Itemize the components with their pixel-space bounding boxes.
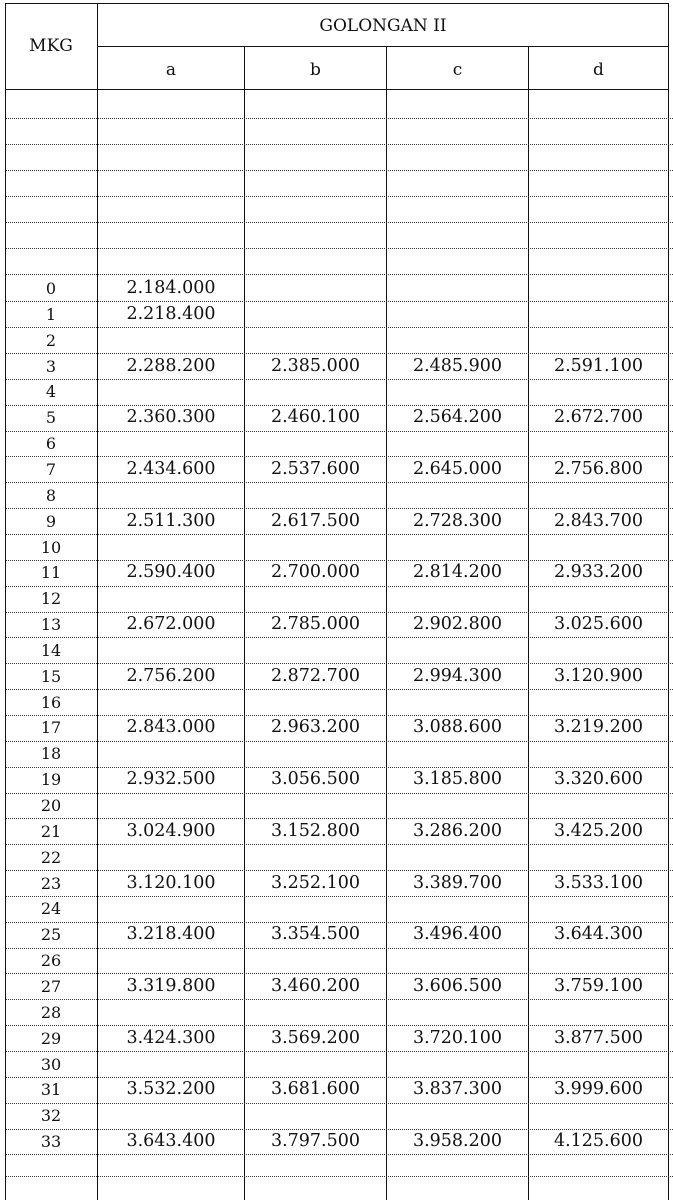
salary-cell-d: 3.219.200 xyxy=(553,717,644,738)
row-rule xyxy=(6,1129,673,1130)
row-rule xyxy=(6,663,673,664)
salary-cell-c: 3.088.600 xyxy=(412,717,503,738)
table-border-top xyxy=(5,3,669,4)
row-rule xyxy=(6,1025,673,1026)
mkg-cell: 4 xyxy=(45,382,57,402)
row-rule xyxy=(6,222,673,223)
header-col-a: a xyxy=(165,60,177,80)
salary-cell-b: 2.537.600 xyxy=(270,458,361,479)
mkg-cell: 24 xyxy=(40,899,62,919)
row-rule xyxy=(6,301,673,302)
mkg-cell: 3 xyxy=(45,356,57,376)
salary-cell-a: 2.672.000 xyxy=(126,614,216,635)
salary-cell-c: 3.389.700 xyxy=(412,872,503,893)
mkg-cell: 23 xyxy=(40,873,62,893)
salary-cell-b: 2.785.000 xyxy=(270,614,361,635)
mkg-cell: 14 xyxy=(40,640,62,660)
header-col-d: d xyxy=(593,60,604,80)
salary-cell-a: 2.434.600 xyxy=(126,458,216,479)
header-col-c: c xyxy=(452,60,463,80)
mkg-cell: 16 xyxy=(40,692,62,712)
salary-cell-d: 3.759.100 xyxy=(553,975,644,996)
salary-cell-b: 2.963.200 xyxy=(270,717,361,738)
row-rule xyxy=(6,248,673,249)
mkg-cell: 20 xyxy=(40,796,62,815)
salary-cell-a: 2.590.400 xyxy=(126,562,216,583)
salary-cell-a: 2.843.000 xyxy=(126,717,216,738)
salary-cell-d: 3.120.900 xyxy=(553,665,644,686)
mkg-cell: 10 xyxy=(40,537,62,557)
row-rule xyxy=(6,1154,673,1155)
row-rule xyxy=(6,896,673,897)
salary-cell-a: 3.643.400 xyxy=(126,1131,216,1152)
salary-cell-b: 3.152.800 xyxy=(270,820,361,841)
salary-cell-b: 3.056.500 xyxy=(270,769,361,790)
mkg-cell: 19 xyxy=(40,770,62,790)
mkg-cell: 28 xyxy=(40,1002,62,1022)
row-rule xyxy=(6,118,673,119)
salary-cell-b: 3.681.600 xyxy=(270,1079,361,1100)
header-bottom-rule xyxy=(5,89,669,90)
salary-cell-b: 2.700.000 xyxy=(270,562,361,583)
salary-cell-b: 2.460.100 xyxy=(270,407,361,428)
mkg-cell: 2 xyxy=(45,330,57,350)
mkg-cell: 7 xyxy=(45,459,57,479)
salary-cell-d: 2.591.100 xyxy=(553,355,644,376)
header-golongan: GOLONGAN II xyxy=(319,16,447,36)
row-rule xyxy=(6,379,673,380)
salary-cell-b: 3.460.200 xyxy=(270,975,361,996)
salary-cell-c: 3.958.200 xyxy=(412,1131,503,1152)
salary-cell-a: 3.218.400 xyxy=(126,924,216,945)
row-rule xyxy=(6,327,673,328)
row-rule xyxy=(6,534,673,535)
row-rule xyxy=(6,274,673,275)
row-rule xyxy=(6,1103,673,1104)
salary-cell-b: 3.797.500 xyxy=(270,1131,361,1152)
row-rule xyxy=(6,456,673,457)
row-rule xyxy=(6,170,673,171)
row-rule xyxy=(6,948,673,949)
mkg-cell: 22 xyxy=(40,847,62,867)
salary-cell-d: 2.672.700 xyxy=(553,407,644,428)
row-rule xyxy=(6,818,673,819)
salary-cell-c: 3.185.800 xyxy=(412,769,503,790)
salary-cell-b: 3.354.500 xyxy=(270,924,361,945)
salary-cell-c: 2.728.300 xyxy=(412,510,503,531)
salary-cell-c: 3.606.500 xyxy=(412,975,503,996)
mkg-cell: 26 xyxy=(40,951,62,971)
salary-cell-a: 3.319.800 xyxy=(126,975,216,996)
row-rule xyxy=(6,144,673,145)
salary-cell-a: 3.532.200 xyxy=(126,1079,216,1100)
salary-cell-c: 2.902.800 xyxy=(412,614,503,635)
salary-cell-a: 2.184.000 xyxy=(126,278,216,298)
mkg-cell: 8 xyxy=(45,485,57,505)
salary-cell-b: 3.252.100 xyxy=(270,872,361,893)
mkg-cell: 32 xyxy=(40,1106,62,1126)
salary-cell-a: 3.424.300 xyxy=(126,1027,216,1048)
salary-cell-d: 3.644.300 xyxy=(553,924,644,945)
mkg-cell: 13 xyxy=(40,615,62,635)
salary-cell-d: 3.425.200 xyxy=(553,820,644,841)
salary-cell-a: 2.932.500 xyxy=(126,769,216,790)
table-border-right xyxy=(668,3,669,1200)
row-rule xyxy=(6,844,673,845)
mkg-cell: 15 xyxy=(40,666,62,686)
mkg-cell: 5 xyxy=(45,408,57,428)
salary-cell-d: 3.999.600 xyxy=(553,1079,644,1100)
row-rule xyxy=(6,482,673,483)
mkg-cell: 1 xyxy=(45,304,57,324)
mkg-cell: 29 xyxy=(40,1028,62,1048)
column-divider-mkg xyxy=(97,3,98,1200)
header-col-b: b xyxy=(310,60,321,80)
salary-cell-d: 4.125.600 xyxy=(553,1131,644,1152)
mkg-cell: 9 xyxy=(45,511,57,531)
header-divider xyxy=(97,46,669,47)
salary-cell-d: 3.025.600 xyxy=(553,614,644,635)
salary-cell-a: 2.218.400 xyxy=(126,303,216,324)
mkg-cell: 31 xyxy=(40,1080,62,1100)
mkg-cell: 11 xyxy=(40,563,62,583)
header-mkg: MKG xyxy=(29,36,73,56)
row-rule xyxy=(6,353,673,354)
salary-cell-b: 2.872.700 xyxy=(270,665,361,686)
salary-cell-c: 3.837.300 xyxy=(412,1079,503,1100)
row-rule xyxy=(6,405,673,406)
mkg-cell: 21 xyxy=(40,821,62,841)
salary-cell-c: 2.994.300 xyxy=(412,665,503,686)
mkg-cell: 17 xyxy=(40,718,62,738)
mkg-cell: 0 xyxy=(45,279,57,298)
salary-cell-a: 3.120.100 xyxy=(126,872,216,893)
mkg-cell: 6 xyxy=(45,434,57,454)
salary-cell-d: 3.533.100 xyxy=(553,872,644,893)
mkg-cell: 33 xyxy=(40,1132,62,1152)
row-rule xyxy=(6,586,673,587)
salary-cell-d: 3.320.600 xyxy=(553,769,644,790)
mkg-cell: 18 xyxy=(40,744,62,764)
row-rule xyxy=(6,431,673,432)
salary-cell-c: 3.286.200 xyxy=(412,820,503,841)
row-rule xyxy=(6,715,673,716)
mkg-cell: 25 xyxy=(40,925,62,945)
salary-cell-a: 2.288.200 xyxy=(126,355,216,376)
row-rule xyxy=(6,999,673,1000)
row-rule xyxy=(6,637,673,638)
row-rule xyxy=(6,741,673,742)
salary-cell-c: 3.496.400 xyxy=(412,924,503,945)
salary-cell-b: 2.617.500 xyxy=(270,510,361,531)
row-rule xyxy=(6,767,673,768)
salary-cell-c: 2.485.900 xyxy=(412,355,503,376)
row-rule xyxy=(6,1077,673,1078)
row-rule xyxy=(6,196,673,197)
salary-cell-a: 2.360.300 xyxy=(126,407,216,428)
mkg-cell: 12 xyxy=(40,589,62,609)
salary-cell-a: 3.024.900 xyxy=(126,820,216,841)
salary-cell-b: 2.385.000 xyxy=(270,355,361,376)
salary-cell-d: 2.933.200 xyxy=(553,562,644,583)
salary-cell-c: 2.814.200 xyxy=(412,562,503,583)
row-rule xyxy=(6,793,673,794)
salary-cell-c: 3.720.100 xyxy=(412,1027,503,1048)
row-rule xyxy=(6,973,673,974)
salary-cell-a: 2.756.200 xyxy=(126,665,216,686)
row-rule xyxy=(6,1176,673,1177)
salary-cell-d: 2.843.700 xyxy=(553,510,644,531)
salary-cell-d: 3.877.500 xyxy=(553,1027,644,1048)
row-rule xyxy=(6,560,673,561)
row-rule xyxy=(6,612,673,613)
row-rule xyxy=(6,508,673,509)
salary-cell-c: 2.645.000 xyxy=(412,458,503,479)
row-rule xyxy=(6,1051,673,1052)
row-rule xyxy=(6,922,673,923)
salary-cell-d: 2.756.800 xyxy=(553,458,644,479)
salary-cell-a: 2.511.300 xyxy=(126,510,216,531)
mkg-cell: 30 xyxy=(40,1054,62,1074)
row-rule xyxy=(6,689,673,690)
row-rule xyxy=(6,870,673,871)
salary-cell-c: 2.564.200 xyxy=(412,407,503,428)
mkg-cell: 27 xyxy=(40,976,62,996)
salary-cell-b: 3.569.200 xyxy=(270,1027,361,1048)
